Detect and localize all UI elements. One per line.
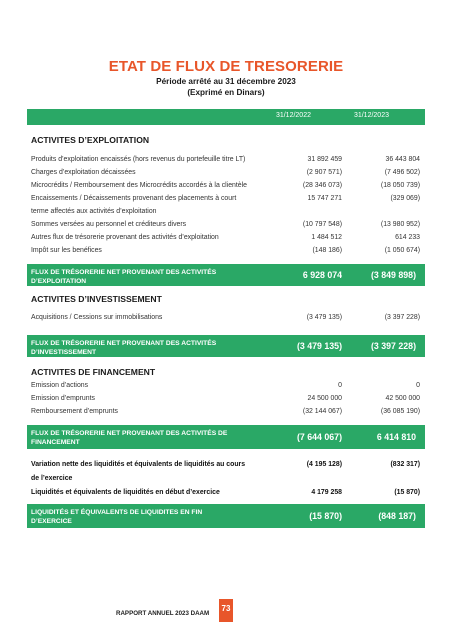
total-value-2022: (15 870) (309, 511, 342, 521)
total-bar-exploitation (27, 264, 425, 286)
row-label: Emission d’emprunts (31, 395, 95, 402)
row-value-2023: (13 980 952) (380, 221, 420, 228)
table-row (31, 408, 425, 419)
section-heading-investissement: ACTIVITES D’INVESTISSEMENT (31, 294, 162, 304)
total-bar-financement (27, 425, 425, 449)
row-value-2023: (1 050 674) (384, 247, 420, 254)
row-value-2023: 0 (416, 382, 420, 389)
total-label-line1: FLUX DE TRÉSORERIE NET PROVENANT DES ACTIVITÉS (31, 269, 217, 276)
total-label-line1: FLUX DE TRÉSORERIE NET PROVENANT DES ACTIVITÉS (31, 340, 217, 347)
total-value-2023: (848 187) (378, 511, 416, 521)
row-label: Emission d’actions (31, 382, 89, 389)
row-value-2023: (7 496 502) (384, 169, 420, 176)
table-row (31, 395, 425, 406)
row-value-2023: (329 069) (390, 195, 420, 202)
total-label-line2: D’EXERCICE (31, 518, 72, 525)
total-bar-final (27, 504, 425, 528)
row-value-2022: (32 144 067) (302, 408, 342, 415)
total-value-2023: (3 397 228) (371, 341, 416, 351)
table-row (31, 382, 425, 393)
column-header-bar (27, 109, 425, 125)
row-value-2022: (10 797 548) (302, 221, 342, 228)
row-label: Remboursement d’emprunts (31, 408, 118, 415)
row-label: Microcrédits / Remboursement des Microcrédits accordés à la clientèle (31, 182, 247, 189)
column-header-2022: 31/12/2022 (275, 112, 311, 119)
row-label: terme affectés aux activités d’exploitation (31, 208, 157, 215)
row-label: Impôt sur les benéfices (31, 247, 102, 254)
section-heading-financement: ACTIVITES DE FINANCEMENT (31, 367, 156, 377)
row-value-2022: (148 186) (312, 247, 342, 254)
row-value-2023: 614 233 (395, 234, 420, 241)
row-label: Encaissements / Décaissements provenant des placements à court (31, 195, 237, 202)
table-row (31, 461, 425, 472)
row-label: Liquidités et équivalents de liquidités en début d’exercice (31, 489, 220, 496)
row-value-2022: 1 484 512 (311, 234, 342, 241)
table-row (31, 475, 425, 486)
currency-subtitle: (Exprimé en Dinars) (187, 88, 265, 97)
page-number: 73 (219, 599, 233, 622)
row-label: Charges d’exploitation décaissées (31, 169, 136, 176)
table-row (31, 247, 425, 258)
row-label: Sommes versées au personnel et créditeurs divers (31, 221, 187, 228)
row-label: Acquisitions / Cessions sur immobilisations (31, 314, 163, 321)
row-value-2023: (15 870) (394, 489, 420, 496)
footer-report-title: RAPPORT ANNUEL 2023 DAAM (116, 610, 210, 617)
row-value-2022: (2 907 571) (306, 169, 342, 176)
table-row (31, 208, 425, 219)
total-bar-investissement (27, 335, 425, 357)
section-heading-exploitation: ACTIVITES D’EXPLOITATION (31, 135, 150, 145)
table-row (31, 182, 425, 193)
total-label (31, 339, 271, 357)
row-value-2023: (36 085 190) (380, 408, 420, 415)
row-label: Autres flux de trésorerie provenant des activités d’exploitation (31, 234, 219, 241)
row-value-2022: (3 479 135) (306, 314, 342, 321)
table-row (31, 489, 425, 500)
row-value-2023: 42 500 000 (385, 395, 420, 402)
table-row (31, 156, 425, 167)
row-value-2022: 4 179 258 (311, 489, 342, 496)
total-label (31, 268, 271, 286)
total-value-2022: (3 479 135) (297, 341, 342, 351)
row-value-2022: (4 195 128) (306, 461, 342, 468)
total-value-2023: (3 849 898) (371, 270, 416, 280)
row-value-2023: (3 397 228) (384, 314, 420, 321)
total-label (31, 429, 271, 447)
total-label-line2: D’EXPLOITATION (31, 278, 87, 285)
row-label: Produits d’exploitation encaissés (hors revenus du portefeuille titre LT) (31, 156, 246, 163)
row-value-2022: 15 747 271 (307, 195, 342, 202)
total-label-line1: LIQUIDITÉS ET ÉQUIVALENTS DE LIQUIDITES EN FIN (31, 509, 203, 516)
total-label (31, 508, 271, 526)
table-row (31, 221, 425, 232)
total-label-line2: D’INVESTISSEMENT (31, 349, 97, 356)
row-value-2023: (832 317) (390, 461, 420, 468)
row-value-2023: (18 050 739) (380, 182, 420, 189)
column-header-2023: 31/12/2023 (353, 112, 389, 119)
row-value-2022: (28 346 073) (302, 182, 342, 189)
total-value-2022: 6 928 074 (302, 270, 342, 280)
table-row (31, 195, 425, 206)
row-value-2022: 31 892 459 (307, 156, 342, 163)
row-label: Variation nette des liquidités et équivalents de liquidités au cours (31, 461, 246, 468)
row-value-2022: 0 (338, 382, 342, 389)
total-value-2023: 6 414 810 (376, 432, 416, 442)
row-label: de l’exercice (31, 475, 73, 482)
total-label-line1: FLUX DE TRÉSORERIE NET PROVENANT DES ACTIVITÉS DE (31, 430, 228, 437)
period-subtitle: Période arrêté au 31 décembre 2023 (156, 77, 296, 86)
total-label-line2: FINANCEMENT (31, 439, 80, 446)
table-row (31, 169, 425, 180)
page-title: ETAT DE FLUX DE TRESORERIE (108, 58, 344, 75)
table-row (31, 314, 425, 325)
row-value-2022: 24 500 000 (307, 395, 342, 402)
table-row (31, 234, 425, 245)
row-value-2023: 36 443 804 (385, 156, 420, 163)
total-value-2022: (7 644 067) (297, 432, 342, 442)
